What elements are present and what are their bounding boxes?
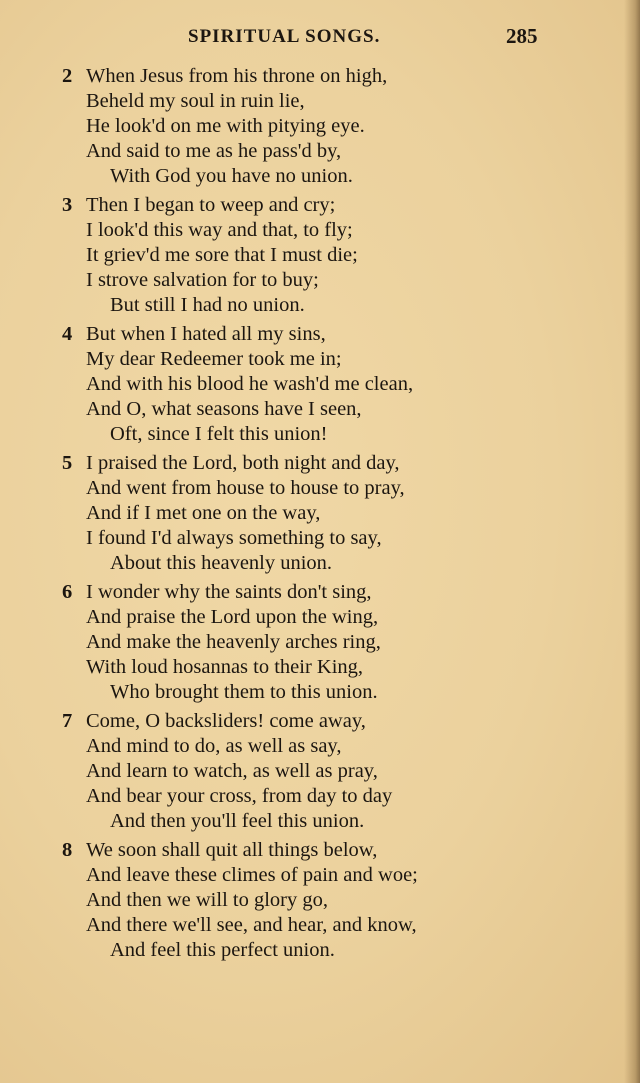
verse-line: He look'd on me with pitying eye. bbox=[86, 115, 365, 137]
refrain-line: About this heavenly union. bbox=[110, 552, 333, 574]
verse-line: Beheld my soul in ruin lie, bbox=[86, 90, 305, 112]
verse-line: I look'd this way and that, to fly; bbox=[86, 219, 353, 241]
verse-line: My dear Redeemer took me in; bbox=[86, 348, 342, 370]
stanza-number: 7 bbox=[62, 710, 73, 732]
verse-line: I found I'd always something to say, bbox=[86, 527, 382, 549]
verse-line: And make the heavenly arches ring, bbox=[86, 631, 381, 653]
verse-line: Then I began to weep and cry; bbox=[86, 194, 336, 216]
refrain-line: But still I had no union. bbox=[110, 294, 305, 316]
verse-line: And learn to watch, as well as pray, bbox=[86, 760, 378, 782]
verse-line: And then we will to glory go, bbox=[86, 889, 328, 911]
verse-line: And went from house to house to pray, bbox=[86, 477, 405, 499]
verse-line: And said to me as he pass'd by, bbox=[86, 140, 342, 162]
verse-line: It griev'd me sore that I must die; bbox=[86, 244, 358, 266]
page-edge-shadow bbox=[624, 0, 640, 1083]
refrain-line: Oft, since I felt this union! bbox=[110, 423, 328, 445]
running-title: SPIRITUAL SONGS. bbox=[188, 26, 381, 47]
stanza-number: 5 bbox=[62, 452, 73, 474]
verse-line: When Jesus from his throne on high, bbox=[86, 65, 388, 87]
verse-line: And leave these climes of pain and woe; bbox=[86, 864, 418, 886]
verse-line: I strove salvation for to buy; bbox=[86, 269, 319, 291]
refrain-line: Who brought them to this union. bbox=[110, 681, 378, 703]
verse-line: I wonder why the saints don't sing, bbox=[86, 581, 372, 603]
verse-line: We soon shall quit all things below, bbox=[86, 839, 378, 861]
verse-line: And mind to do, as well as say, bbox=[86, 735, 342, 757]
verse-line: And praise the Lord upon the wing, bbox=[86, 606, 379, 628]
refrain-line: With God you have no union. bbox=[110, 165, 353, 187]
refrain-line: And feel this perfect union. bbox=[110, 939, 335, 961]
verse-line: And with his blood he wash'd me clean, bbox=[86, 373, 414, 395]
stanza-number: 4 bbox=[62, 323, 73, 345]
verse-line: Come, O backsliders! come away, bbox=[86, 710, 366, 732]
verse-line: And there we'll see, and hear, and know, bbox=[86, 914, 417, 936]
refrain-line: And then you'll feel this union. bbox=[110, 810, 365, 832]
stanza-number: 2 bbox=[62, 65, 73, 87]
verse-line: With loud hosannas to their King, bbox=[86, 656, 364, 678]
verse-line: I praised the Lord, both night and day, bbox=[86, 452, 400, 474]
verse-line: And if I met one on the way, bbox=[86, 502, 321, 524]
page-header bbox=[0, 26, 640, 56]
verse-line: And bear your cross, from day to day bbox=[86, 785, 393, 807]
verse-line: But when I hated all my sins, bbox=[86, 323, 326, 345]
stanza-number: 6 bbox=[62, 581, 73, 603]
stanza-number: 8 bbox=[62, 839, 73, 861]
stanza-number: 3 bbox=[62, 194, 73, 216]
page-number: 285 bbox=[506, 24, 538, 48]
verse-line: And O, what seasons have I seen, bbox=[86, 398, 362, 420]
